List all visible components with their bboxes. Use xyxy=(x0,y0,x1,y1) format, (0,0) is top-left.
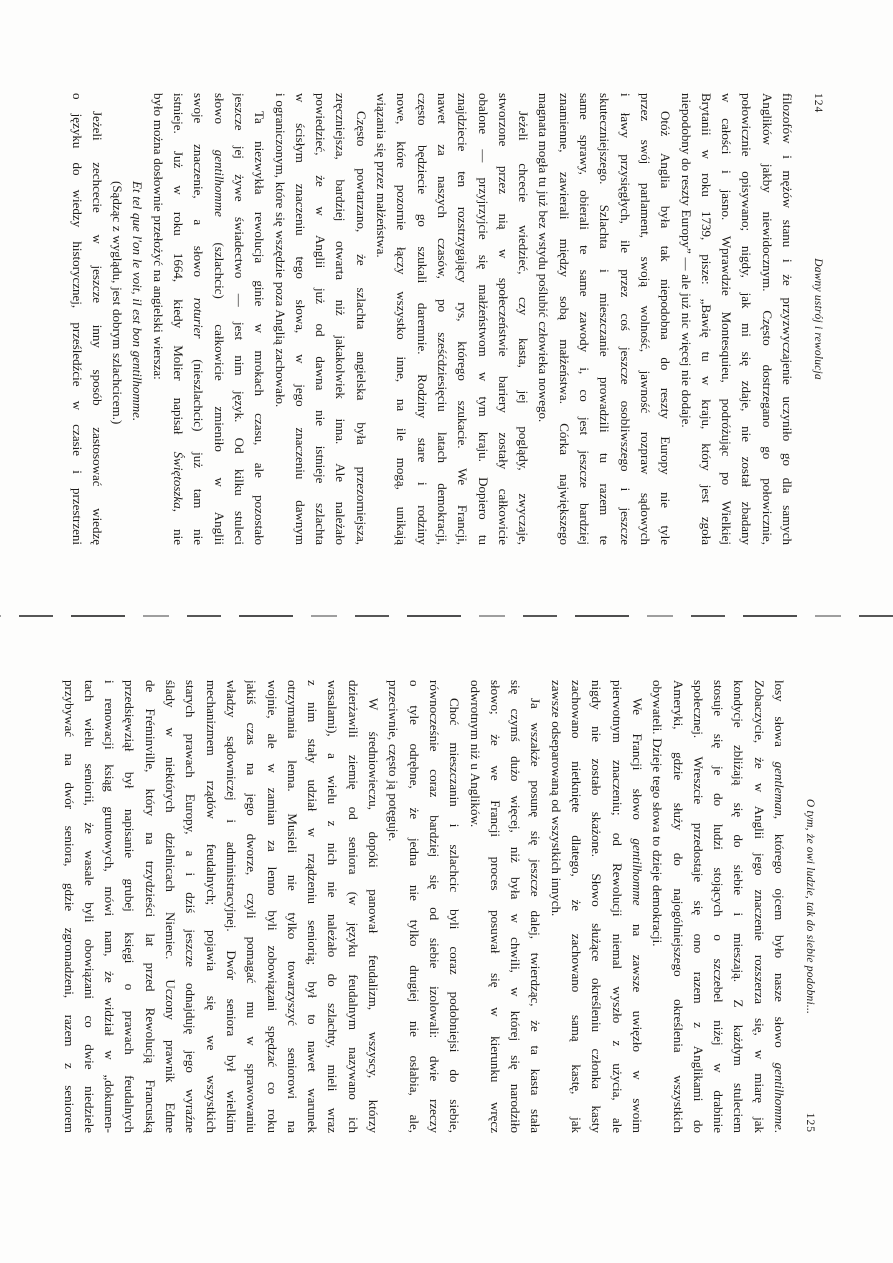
text-line xyxy=(748,680,768,1133)
text-line xyxy=(322,680,342,1133)
text-run: (szlachcic) całkowicie zmieniło w Anglii xyxy=(211,216,227,545)
text-run: na zawsze uwięzło w swoim xyxy=(629,905,645,1133)
text-line xyxy=(553,93,573,545)
text-line xyxy=(432,93,452,545)
text-run: słowo xyxy=(211,93,227,150)
text-run: (Sądząc z wyglądu, jest dobrym szlachcicem.) xyxy=(110,181,126,425)
text-run: Jeżeli chcecie wiedzieć, czy kasta, jej poglądy, zwyczaje, xyxy=(516,111,532,545)
text-line xyxy=(160,680,180,1133)
running-head-title: O tym, że owi ludzie, tak do siebie podobni... xyxy=(804,798,816,1015)
text-line xyxy=(594,93,614,545)
text-run: znajdziecie ten rozstrzygający rys, którego szukacie. We Francji, xyxy=(455,93,471,545)
text-run: nigdy nie zostało skażone. Słowo służące określeniu członka kasty xyxy=(589,680,605,1133)
text-run: stosuje się je do ludzi stojących o szczebel niżej w drabinie xyxy=(711,680,727,1133)
text-run: Jeżeli zechcecie w jeszcze inny sposób zastosować wiedzę xyxy=(89,111,105,545)
text-run: Anglików jakby niewidocznym. Często dostrzegano go połowicznie, xyxy=(759,93,775,545)
text-run: odwrotnym niż u Anglików. xyxy=(467,680,483,828)
text-run: i ograniczonym, które się wszędzie poza Anglią zachowało. xyxy=(272,93,288,408)
text-run: stworzone przez nią w społeczeństwie bariery zostały całkowicie xyxy=(495,93,511,545)
text-line xyxy=(606,680,626,1133)
text-run: połowicznie opisywano; nigdy, jak mi się zdaje, nie został zbadany xyxy=(739,93,755,545)
text-run: w ścisłym znaczeniu tego słowa, w jego znaczeniu dawnym xyxy=(292,93,308,545)
text-line xyxy=(513,93,533,545)
text-run: ślady w niektórych dzielnicach Niemiec. Uczony prawnik Edme xyxy=(163,680,179,1133)
text-line xyxy=(200,680,220,1133)
page-number: 124 xyxy=(812,93,824,114)
text-run: . xyxy=(772,1129,787,1133)
text-run: obalone — przyjrzyjcie się małżeństwom w tym kraju. Dopiero tu xyxy=(475,93,491,545)
text-line xyxy=(769,680,789,1133)
text-line xyxy=(647,680,667,1133)
text-line xyxy=(342,680,362,1133)
text-line xyxy=(696,93,716,545)
text-line xyxy=(383,680,403,1133)
italic-text-run: Świętoszka xyxy=(171,451,187,509)
text-line xyxy=(391,93,411,545)
text-run: wasalami), a wielu z nich nie należało do szlachty, mieli wraz xyxy=(325,680,341,1133)
italic-text-run: gentilhomme xyxy=(629,838,645,906)
page-125 xyxy=(0,631,893,1263)
text-run: swoje znaczenie, a słowo xyxy=(191,93,207,298)
text-run: i ławy przysięgłych, ile przez coś jeszcze osobliwszego i jeszcze xyxy=(617,93,633,545)
text-run: przedsięwziął był napisanie grubej księgi o prawach feudalnych xyxy=(122,680,138,1133)
text-line xyxy=(208,93,228,545)
running-header xyxy=(810,93,825,545)
text-run: Często powtarzano, że szlachta angielska była przezorniejsza, xyxy=(353,111,369,545)
text-run: było można dosłownie przełożyć na angielski wiersza: xyxy=(150,93,166,380)
text-run: słowo; że we Francji proces posuwał się w kierunku wręcz xyxy=(487,680,503,1133)
text-line xyxy=(736,93,756,545)
text-run: często będziecie go szukali daremnie. Rodziny stare i rodziny xyxy=(414,93,430,545)
page-number: 125 xyxy=(804,1112,816,1133)
text-run: nawet za naszych czasów, po sześćdziesięciu latach demokracji, xyxy=(434,93,450,545)
text-run: otrzymania lenna. Musieli nie tylko towarzyszyć seniorowi na xyxy=(284,680,300,1133)
text-line xyxy=(79,680,99,1133)
text-run: w całości i jasno. Wprawdzie Montesquieu, podróżując po Wielkiej xyxy=(719,93,735,545)
text-run: tach wielu seniorii, że wasale byli obowiązani co dwie niedziele xyxy=(81,680,97,1133)
text-line xyxy=(635,93,655,545)
text-line xyxy=(363,680,383,1133)
text-line xyxy=(655,93,675,545)
text-run: istnieje. Już w roku 1664, kiedy Molier napisał xyxy=(171,93,187,452)
text-run: mechanizmem rządów feudalnych; pojawia się we wszystkich xyxy=(203,680,219,1133)
text-line xyxy=(728,680,748,1133)
text-line xyxy=(485,680,505,1133)
text-line xyxy=(545,680,565,1133)
text-run: zawsze odseparowaną od wszystkich innych. xyxy=(548,680,564,917)
text-line xyxy=(424,680,444,1133)
italic-text-run: Et tel que l'on le voit, il est bon gentilhomme. xyxy=(130,181,146,422)
text-run: de Fréminville, który na trzydzieści lat przed Rewolucją Francuską xyxy=(142,680,158,1133)
text-run: wiązania się przez małżeństwa. xyxy=(374,93,390,258)
text-run: przez swój parlament, swoją wolność, jawność rozpraw sądowych xyxy=(637,93,653,545)
text-line xyxy=(464,680,484,1133)
text-line xyxy=(58,680,78,1133)
text-run: magnata mogła tu już bez wstydu poślubić człowieka nowego. xyxy=(536,93,552,423)
text-line xyxy=(107,93,127,545)
text-run: znamienne, zawierali między sobą małżeństwa. Córka największego xyxy=(556,93,572,545)
text-run: wojnie, ale w zamian za lenno byli zobowiązani spędzać co roku xyxy=(264,680,280,1133)
text-run: Ta niezwykła rewolucja ginie w mrokach czasu, ale pozostało xyxy=(252,111,268,545)
text-run: Brytanii w roku 1739, pisze: „Bawię tu w kraju, który jest zgoła xyxy=(698,93,714,545)
text-line xyxy=(127,93,147,545)
text-line xyxy=(241,680,261,1133)
text-line xyxy=(87,93,107,545)
text-line xyxy=(188,93,208,545)
text-line xyxy=(290,93,310,545)
text-line xyxy=(667,680,687,1133)
text-run: , nie xyxy=(171,508,187,545)
text-run: Choć mieszczanin i szlachcic byli coraz podobniejsi do siebie, xyxy=(447,698,463,1133)
gutter-divider-line xyxy=(0,615,893,617)
text-line xyxy=(99,680,119,1133)
text-run: skuteczniejszego. Szlachta i mieszczanie prowadzili tu razem te xyxy=(597,93,613,545)
page-body xyxy=(66,93,797,545)
text-run: (nieszlachcic) już tam nie xyxy=(191,338,207,545)
italic-text-run: roturier xyxy=(191,297,207,339)
text-line xyxy=(525,680,545,1133)
text-line xyxy=(675,93,695,545)
text-line xyxy=(586,680,606,1133)
text-run: o tyle odrębne, że jedna nie tylko drugiej nie osłabia, ale, xyxy=(406,680,422,1133)
text-run: We Francji słowo xyxy=(629,698,645,839)
text-line xyxy=(221,680,241,1133)
text-run: jakiś czas na jego dworze, czyli pomagać mu w sprawowaniu xyxy=(244,680,260,1133)
text-line xyxy=(229,93,249,545)
text-line xyxy=(472,93,492,545)
text-run: nowe, które pozornie łączy wszystko inne, na ile mogą, unikają xyxy=(394,93,410,545)
text-line xyxy=(310,93,330,545)
text-line xyxy=(708,680,728,1133)
page-124 xyxy=(0,0,893,631)
text-line xyxy=(66,93,86,545)
text-line xyxy=(168,93,188,545)
text-run: Otóż Anglia była tak niepodobna do reszty Europy nie tyle xyxy=(658,111,674,545)
text-line xyxy=(180,680,200,1133)
text-run: zręczniejsza, bardziej otwarta niż jakakolwiek inna. Ale należało xyxy=(333,93,349,545)
text-line xyxy=(302,680,322,1133)
text-line xyxy=(716,93,736,545)
text-line xyxy=(140,680,160,1133)
text-line xyxy=(282,680,302,1133)
text-line xyxy=(505,680,525,1133)
text-line xyxy=(261,680,281,1133)
running-head-title: Dawny ustrój i rewolucja xyxy=(812,258,824,380)
italic-text-run: gentleman xyxy=(772,761,787,816)
text-line xyxy=(452,93,472,545)
text-line xyxy=(411,93,431,545)
text-run: starych prawach Europy, a i dziś jeszcze odnajduję jego wyraźne xyxy=(183,680,199,1133)
text-run: obywateli. Dzieje tego słowa to dzieje demokracji. xyxy=(650,680,666,947)
italic-text-run: gentilhomme xyxy=(772,1062,787,1130)
text-line xyxy=(249,93,269,545)
text-run: powiedzieć, że w Anglii już od dawna nie istnieje szlachta xyxy=(313,93,329,545)
text-run: władzy sądowniczej i administracyjnej. Dwór seniora był wielkim xyxy=(223,680,239,1133)
italic-text-run: gentilhomme xyxy=(211,149,227,217)
text-run: o języku do wiedzy historycznej, prześledźcie w czasie i przestrzeni xyxy=(69,93,85,545)
text-run: filozofów i mężów stanu i że przyzwyczajenie uczyniło go dla samych xyxy=(780,93,795,545)
text-line xyxy=(566,680,586,1133)
text-run: równocześnie coraz bardziej się od siebie izolowali: dwie rzeczy xyxy=(426,680,442,1133)
text-run: W średniowieczu, dopóki panował feudalizm, wszyscy, którzy xyxy=(366,698,382,1133)
text-line xyxy=(574,93,594,545)
text-run: społecznej. Wreszcie przedostaje się ono razem z Anglikami do xyxy=(690,680,706,1133)
running-header xyxy=(802,680,817,1133)
text-run: Ameryki, gdzie służy do najogólniejszego określenia wszystkich xyxy=(670,680,686,1133)
text-line xyxy=(330,93,350,545)
text-run: i renowacji ksiąg gruntowych, mówi nam, że widział w „dokumen- xyxy=(102,680,118,1133)
text-run: losy słowa xyxy=(772,680,787,762)
text-line xyxy=(371,93,391,545)
text-line xyxy=(493,93,513,545)
page-body xyxy=(58,680,789,1133)
text-line xyxy=(614,93,634,545)
text-run: zachowano nietknięte dlatego, że zachowano samą kastę, jak xyxy=(569,680,585,1133)
text-line xyxy=(627,680,647,1133)
text-run: przybywać na dwór seniora, gdzie zgromadzeni, razem z seniorem xyxy=(61,680,77,1133)
text-run: Ja wszakże posunę się jeszcze dalej, twierdząc, że ta kasta stała xyxy=(528,698,544,1133)
text-line xyxy=(269,93,289,545)
text-run: z nim stały udział w rządzeniu seniorią; był to nawet warunek xyxy=(305,680,321,1133)
text-line xyxy=(688,680,708,1133)
text-line xyxy=(350,93,370,545)
text-run: jeszcze jej żywe świadectwo — jest nim język. Od kilku stuleci xyxy=(231,93,247,545)
text-run: przeciwnie, często ją potęguje. xyxy=(386,680,402,842)
text-line xyxy=(533,93,553,545)
text-line xyxy=(444,680,464,1133)
text-run: pierwotnym znaczeniu; od Rewolucji niemal wyszło z użycia, ale xyxy=(609,680,625,1133)
text-run: dzierżawili ziemię od seniora (w języku feudalnym nazywano ich xyxy=(345,680,361,1133)
text-run: niepodobny do reszty Europy” — ale już nic więcej nie dodaje. xyxy=(678,93,694,428)
text-line xyxy=(148,93,168,545)
text-run: Zobaczycie, że w Anglii jego znaczenie rozszerza się, w miarę jak xyxy=(751,680,767,1133)
text-line xyxy=(756,93,776,545)
text-run: , którego ojcem było nasze słowo xyxy=(772,815,787,1063)
text-run: się czymś dużo więcej, niż była w chwili, w której się narodziło xyxy=(508,680,524,1133)
text-line xyxy=(403,680,423,1133)
text-line xyxy=(777,93,797,545)
text-run: same sprawy, obierali te same zawody i, co jest jeszcze bardziej xyxy=(577,93,593,545)
text-run: kondycje zbliżają się do siebie i mieszają. Z każdym stuleciem xyxy=(731,680,747,1133)
text-line xyxy=(119,680,139,1133)
